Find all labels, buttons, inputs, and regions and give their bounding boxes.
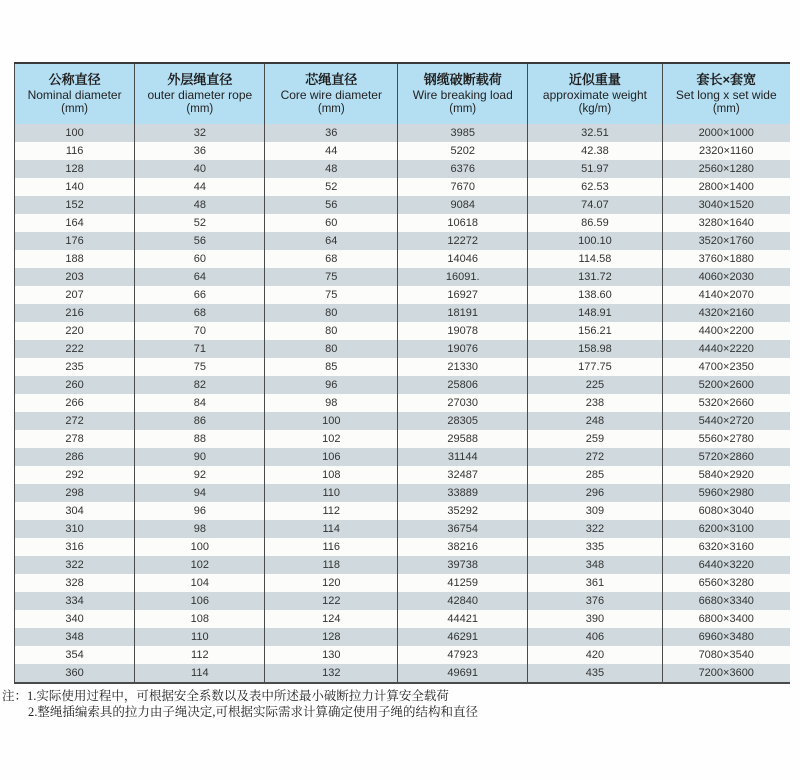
table-cell: 285: [528, 466, 662, 484]
table-cell: 60: [135, 250, 265, 268]
table-cell: 116: [265, 538, 398, 556]
footnotes: [2, 688, 782, 720]
table-cell: 82: [135, 376, 265, 394]
table-cell: 3985: [398, 124, 528, 142]
header-en: Wire breaking load: [412, 88, 513, 102]
table-cell: 322: [528, 520, 662, 538]
table-cell: 19076: [398, 340, 528, 358]
table-row: [15, 466, 791, 484]
table-cell: 120: [265, 574, 398, 592]
table-cell: 64: [135, 268, 265, 286]
table-cell: 14046: [398, 250, 528, 268]
table-row: [15, 160, 791, 178]
table-row: [15, 430, 791, 448]
table-cell: 110: [135, 628, 265, 646]
table-cell: 4140×2070: [662, 286, 790, 304]
table-cell: 80: [265, 340, 398, 358]
table-cell: 2000×1000: [662, 124, 790, 142]
table-cell: 316: [65, 541, 84, 553]
table-cell: 51.97: [528, 160, 662, 178]
table-cell: 84: [135, 394, 265, 412]
table-cell: 48: [265, 160, 398, 178]
table-cell: 44: [135, 178, 265, 196]
table-cell: 114.58: [528, 250, 662, 268]
table-cell: 41259: [398, 574, 528, 592]
col-header-wire-breaking-load: [398, 63, 528, 124]
table-row: [15, 322, 791, 340]
table-cell: 21330: [398, 358, 528, 376]
table-cell: 435: [528, 664, 662, 683]
table-cell: 176: [65, 235, 84, 247]
table-row: [15, 394, 791, 412]
table-cell: 7080×3540: [662, 646, 790, 664]
table-cell: 25806: [398, 376, 528, 394]
table-cell: 44421: [398, 610, 528, 628]
table-cell: 220: [65, 325, 84, 337]
table-cell: 6560×3280: [662, 574, 790, 592]
table-cell: 286: [65, 451, 84, 463]
table-cell: 12272: [398, 232, 528, 250]
table-cell: 68: [265, 250, 398, 268]
table-cell: 5320×2660: [662, 394, 790, 412]
table-cell: 238: [528, 394, 662, 412]
header-zh: 钢缆破断载荷: [423, 72, 502, 87]
header-en: Nominal diameter: [27, 88, 122, 102]
table-cell: 36: [135, 142, 265, 160]
table-cell: 49691: [398, 664, 528, 683]
table-cell: 71: [135, 340, 265, 358]
table-cell: 28305: [398, 412, 528, 430]
table-cell: 90: [135, 448, 265, 466]
table-cell: 114: [135, 664, 265, 683]
table-cell: 348: [528, 556, 662, 574]
table-cell: 188: [65, 253, 84, 265]
table-row: [15, 574, 791, 592]
table-cell: 222: [65, 343, 84, 355]
table-row: [15, 286, 791, 304]
table-cell: 35292: [398, 502, 528, 520]
table-cell: 148.91: [528, 304, 662, 322]
table-cell: 62.53: [528, 178, 662, 196]
table-row: [15, 646, 791, 664]
table-cell: 376: [528, 592, 662, 610]
table-cell: 207: [65, 289, 84, 301]
table-cell: 60: [265, 214, 398, 232]
table-cell: 164: [65, 217, 84, 229]
table-cell: 156.21: [528, 322, 662, 340]
table-cell: 29588: [398, 430, 528, 448]
col-header-nominal-diameter: [15, 63, 135, 124]
table-cell: 6800×3400: [662, 610, 790, 628]
table-cell: 74.07: [528, 196, 662, 214]
table-cell: 86: [135, 412, 265, 430]
table-row: [15, 538, 791, 556]
table-row: [15, 664, 791, 683]
table-cell: 68: [135, 304, 265, 322]
table-cell: 260: [65, 379, 84, 391]
table-cell: 5840×2920: [662, 466, 790, 484]
header-en: approximate weight: [542, 88, 647, 102]
table-cell: 6376: [398, 160, 528, 178]
table-cell: 100: [135, 538, 265, 556]
table-cell: 4060×2030: [662, 268, 790, 286]
table-cell: 94: [135, 484, 265, 502]
table-cell: 75: [135, 358, 265, 376]
header-zh: 公称直径: [48, 72, 101, 87]
table-row: [15, 520, 791, 538]
table-cell: 96: [135, 502, 265, 520]
table-cell: 9084: [398, 196, 528, 214]
table-cell: 128: [265, 628, 398, 646]
table-row: [15, 250, 791, 268]
table-cell: 32.51: [528, 124, 662, 142]
table-cell: 39738: [398, 556, 528, 574]
table-row: [15, 340, 791, 358]
table-cell: 122: [265, 592, 398, 610]
table-cell: 272: [528, 448, 662, 466]
table-cell: 98: [135, 520, 265, 538]
table-cell: 3280×1640: [662, 214, 790, 232]
table-cell: 46291: [398, 628, 528, 646]
table-cell: 4400×2200: [662, 322, 790, 340]
header-row: [15, 63, 791, 124]
table-cell: 266: [65, 397, 84, 409]
table-cell: 33889: [398, 484, 528, 502]
header-unit: (mm): [186, 103, 214, 115]
table-cell: 56: [135, 232, 265, 250]
table-cell: 3520×1760: [662, 232, 790, 250]
table-cell: 102: [135, 556, 265, 574]
table-cell: 47923: [398, 646, 528, 664]
table-cell: 64: [265, 232, 398, 250]
table-cell: 340: [65, 613, 84, 625]
table-cell: 48: [135, 196, 265, 214]
table-cell: 406: [528, 628, 662, 646]
table-cell: 177.75: [528, 358, 662, 376]
table-cell: 334: [65, 595, 84, 607]
header-en: Set long x set wide: [675, 88, 777, 102]
table-row: [15, 268, 791, 286]
table-cell: 2800×1400: [662, 178, 790, 196]
table-row: [15, 484, 791, 502]
table-cell: 85: [265, 358, 398, 376]
table-cell: 52: [265, 178, 398, 196]
table-cell: 132: [265, 664, 398, 683]
table-row: [15, 448, 791, 466]
col-header-approximate-weight: [528, 63, 662, 124]
table-cell: 19078: [398, 322, 528, 340]
table-cell: 4440×2220: [662, 340, 790, 358]
table-body: [15, 124, 791, 683]
table-cell: 354: [65, 649, 84, 661]
table-cell: 27030: [398, 394, 528, 412]
table-cell: 75: [265, 268, 398, 286]
header-zh: 外层绳直径: [167, 72, 233, 87]
table-cell: 6440×3220: [662, 556, 790, 574]
header-en: Core wire diameter: [280, 88, 382, 102]
header-unit: (kg/m): [578, 103, 612, 115]
table-cell: 112: [265, 502, 398, 520]
table-cell: 96: [265, 376, 398, 394]
table-cell: 124: [265, 610, 398, 628]
table-row: [15, 124, 791, 142]
col-header-outer-diameter-rope: [135, 63, 265, 124]
table-cell: 216: [65, 307, 84, 319]
table-cell: 152: [65, 199, 84, 211]
table-cell: 310: [65, 523, 84, 535]
col-header-set-long-set-wide: [662, 63, 790, 124]
table-cell: 348: [65, 631, 84, 643]
table-cell: 106: [265, 448, 398, 466]
table-cell: 5960×2980: [662, 484, 790, 502]
table-cell: 108: [265, 466, 398, 484]
spec-table-wrap: [14, 62, 790, 684]
table-cell: 32487: [398, 466, 528, 484]
table-row: [15, 502, 791, 520]
table-cell: 100.10: [528, 232, 662, 250]
table-cell: 130: [265, 646, 398, 664]
table-row: [15, 556, 791, 574]
table-cell: 40: [135, 160, 265, 178]
table-cell: 36: [265, 124, 398, 142]
table-cell: 5440×2720: [662, 412, 790, 430]
table-row: [15, 358, 791, 376]
table-row: [15, 304, 791, 322]
table-cell: 131.72: [528, 268, 662, 286]
table-cell: 10618: [398, 214, 528, 232]
table-cell: 292: [65, 469, 84, 481]
table-row: [15, 232, 791, 250]
table-cell: 116: [65, 145, 84, 157]
table-cell: 38216: [398, 538, 528, 556]
table-cell: 6200×3100: [662, 520, 790, 538]
table-cell: 86.59: [528, 214, 662, 232]
table-cell: 390: [528, 610, 662, 628]
table-row: [15, 196, 791, 214]
table-cell: 3760×1880: [662, 250, 790, 268]
table-cell: 31144: [398, 448, 528, 466]
table-cell: 259: [528, 430, 662, 448]
header-zh: 近似重量: [568, 72, 621, 87]
table-cell: 248: [528, 412, 662, 430]
table-cell: 66: [135, 286, 265, 304]
table-cell: 98: [265, 394, 398, 412]
table-row: [15, 592, 791, 610]
table-row: [15, 142, 791, 160]
table-cell: 361: [528, 574, 662, 592]
table-cell: 44: [265, 142, 398, 160]
table-cell: 110: [265, 484, 398, 502]
table-cell: 75: [265, 286, 398, 304]
table-cell: 88: [135, 430, 265, 448]
table-cell: 5200×2600: [662, 376, 790, 394]
table-cell: 6080×3040: [662, 502, 790, 520]
table-row: [15, 178, 791, 196]
table-cell: 18191: [398, 304, 528, 322]
table-cell: 16091.: [398, 268, 528, 286]
col-header-core-wire-diameter: [265, 63, 398, 124]
table-cell: 335: [528, 538, 662, 556]
table-cell: 128: [65, 163, 84, 175]
table-cell: 80: [265, 322, 398, 340]
table-cell: 6680×3340: [662, 592, 790, 610]
table-cell: 56: [265, 196, 398, 214]
table-cell: 108: [135, 610, 265, 628]
table-row: [15, 376, 791, 394]
table-cell: 3040×1520: [662, 196, 790, 214]
table-cell: 80: [265, 304, 398, 322]
table-cell: 138.60: [528, 286, 662, 304]
header-unit: (mm): [449, 103, 477, 115]
table-cell: 42840: [398, 592, 528, 610]
table-cell: 298: [65, 487, 84, 499]
table-cell: 106: [135, 592, 265, 610]
table-cell: 92: [135, 466, 265, 484]
table-cell: 16927: [398, 286, 528, 304]
table-cell: 70: [135, 322, 265, 340]
table-cell: 4700×2350: [662, 358, 790, 376]
table-cell: 7670: [398, 178, 528, 196]
table-cell: 360: [65, 667, 84, 679]
table-cell: 203: [65, 271, 84, 283]
header-unit: (mm): [712, 103, 740, 115]
header-en: outer diameter rope: [147, 88, 253, 102]
table-cell: 140: [65, 181, 84, 193]
table-cell: 7200×3600: [662, 664, 790, 683]
table-cell: 2560×1280: [662, 160, 790, 178]
footnote-line-2: 2.整绳插编索具的拉力由子绳决定,可根据实际需求计算确定使用子绳的结构和直径: [28, 705, 479, 719]
table-header: [15, 63, 791, 124]
table-cell: 104: [135, 574, 265, 592]
table-cell: 42.38: [528, 142, 662, 160]
table-cell: 304: [65, 505, 84, 517]
table-cell: 100: [265, 412, 398, 430]
table-cell: 158.98: [528, 340, 662, 358]
header-zh: 芯绳直径: [305, 72, 358, 87]
table-cell: 6960×3480: [662, 628, 790, 646]
table-cell: 5560×2780: [662, 430, 790, 448]
table-row: [15, 610, 791, 628]
table-row: [15, 412, 791, 430]
table-cell: 235: [65, 361, 84, 373]
table-cell: 118: [265, 556, 398, 574]
footnote-line-1: 注：1.实际使用过程中，可根据安全系数以及表中所述最小破断拉力计算安全载荷: [2, 689, 449, 703]
table-cell: 5202: [398, 142, 528, 160]
table-cell: 114: [265, 520, 398, 538]
header-unit: (mm): [317, 103, 345, 115]
table-cell: 420: [528, 646, 662, 664]
table-cell: 4320×2160: [662, 304, 790, 322]
table-cell: 328: [65, 577, 84, 589]
table-row: [15, 214, 791, 232]
table-cell: 225: [528, 376, 662, 394]
table-cell: 5720×2860: [662, 448, 790, 466]
table-cell: 52: [135, 214, 265, 232]
table-cell: 278: [65, 433, 84, 445]
spec-table: [14, 62, 790, 684]
table-cell: 32: [135, 124, 265, 142]
table-cell: 296: [528, 484, 662, 502]
table-cell: 272: [65, 415, 84, 427]
header-unit: (mm): [61, 103, 88, 115]
table-cell: 100: [65, 127, 84, 139]
table-cell: 6320×3160: [662, 538, 790, 556]
table-cell: 112: [135, 646, 265, 664]
table-row: [15, 628, 791, 646]
table-cell: 36754: [398, 520, 528, 538]
table-cell: 102: [265, 430, 398, 448]
table-cell: 2320×1160: [662, 142, 790, 160]
header-zh: 套长×套宽: [696, 72, 757, 87]
table-cell: 322: [65, 559, 84, 571]
table-cell: 309: [528, 502, 662, 520]
